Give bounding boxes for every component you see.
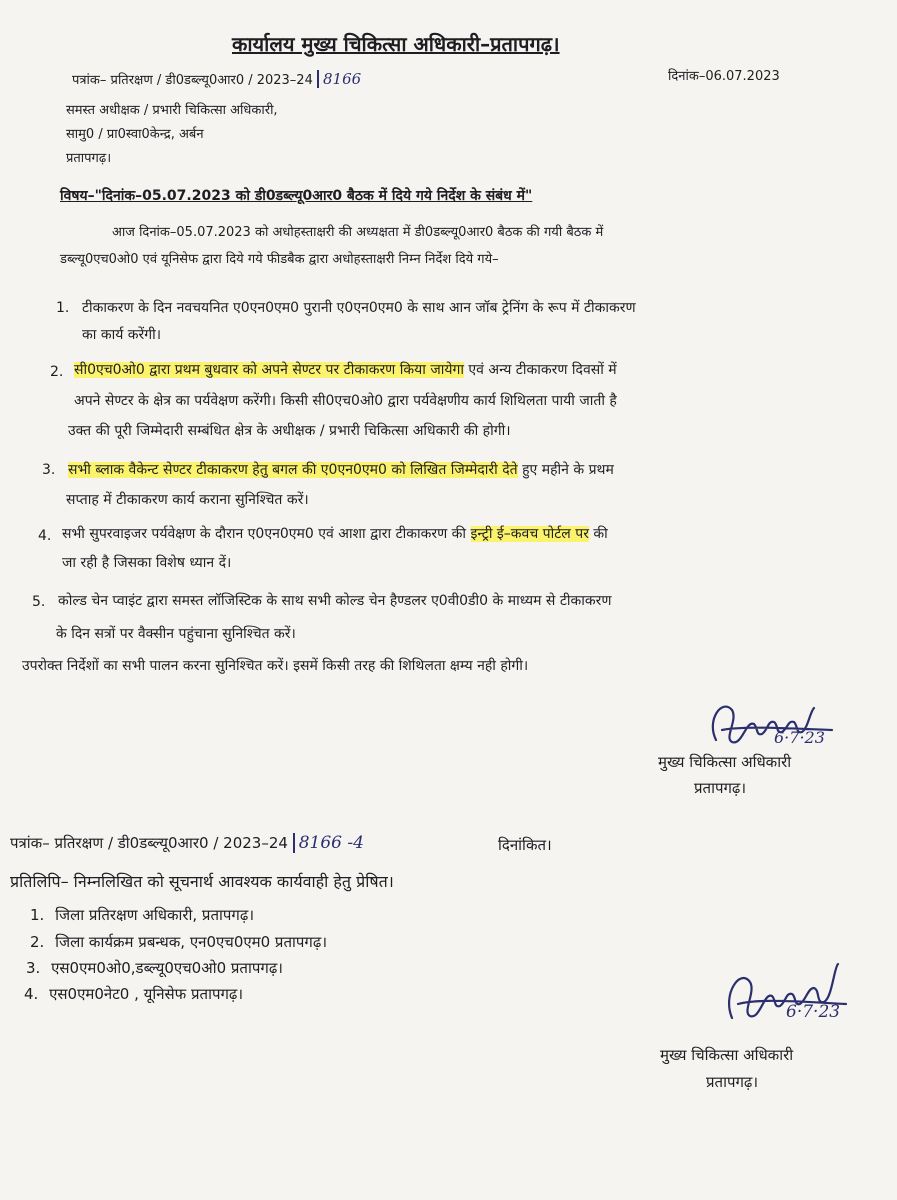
intro-line: डब्ल्यू0एच0ओ0 एवं यूनिसेफ द्वारा दिये गये फीडबैक द्वारा अधोहस्ताक्षरी निम्न निर्देश दिये गये–: [60, 252, 499, 267]
copy-dated: दिनांकित।: [498, 836, 552, 854]
handwritten-dispatch-number: 8166 -4: [293, 833, 364, 853]
item-text: कोल्ड चेन प्वाइंट द्वारा समस्त लॉजिस्टिक के साथ सभी कोल्ड चेन हैण्डलर ए0वी0डी0 के माध्यम से टीकाकरण: [58, 593, 612, 609]
item-number: 2.: [50, 364, 64, 380]
recipient-number: 1.: [30, 906, 45, 924]
recipient-number: 2.: [30, 933, 45, 951]
recipient-item: [30, 905, 254, 925]
letter-date: दिनांक–06.07.2023: [668, 69, 780, 84]
highlighted-text: इन्ट्री ई–कवच पोर्टल पर: [470, 526, 589, 542]
handwritten-sign-date: 6·7·23: [786, 1002, 841, 1022]
signatory-title: मुख्य चिकित्सा अधिकारी: [660, 1046, 794, 1064]
copy-reference-text: पत्रांक– प्रतिरक्षण / डी0डब्ल्यू0आर0 / 2023–24: [10, 834, 288, 852]
closing-instruction: उपरोक्त निर्देशों का सभी पालन करना सुनिश्चित करें। इसमें किसी तरह की शिथिलता क्षम्य नही होगी।: [22, 658, 529, 674]
handwritten-signature: [720, 958, 880, 1038]
item-text: [68, 460, 614, 479]
recipient-item: [24, 984, 243, 1004]
item-text: अपने सेण्टर के क्षेत्र का पर्यवेक्षण करेंगी। किसी सी0एच0ओ0 द्वारा पर्यवेक्षणीय कार्य शिथिलता पायी जाती है: [74, 393, 617, 409]
reference-text: पत्रांक– प्रतिरक्षण / डी0डब्ल्यू0आर0 / 2023–24: [72, 73, 313, 88]
item-number: 3.: [42, 462, 56, 478]
item-text: का कार्य करेंगी।: [82, 327, 162, 343]
recipient-item: [26, 958, 283, 978]
signatory-place: प्रतापगढ़।: [706, 1073, 759, 1091]
item-text: सप्ताह में टीकाकरण कार्य कराना सुनिश्चित करें।: [66, 492, 309, 508]
reference-number: [72, 70, 361, 88]
addressee-block: [66, 99, 278, 171]
addressee-line: प्रतापगढ़।: [66, 151, 112, 166]
item-text: [62, 524, 608, 543]
item-number: 4.: [38, 528, 52, 544]
item-text-pre: सभी सुपरवाइजर पर्यवेक्षण के दौरान ए0एन0एम0 एवं आशा द्वारा टीकाकरण की: [62, 526, 471, 542]
recipient-text: जिला कार्यक्रम प्रबन्धक, एन0एच0एम0 प्रतापगढ़।: [55, 933, 328, 951]
recipient-item: [30, 932, 327, 952]
item-text-rest: एवं अन्य टीकाकरण दिवसों में: [463, 362, 617, 378]
item-text: टीकाकरण के दिन नवचयनित ए0एन0एम0 पुरानी ए0एन0एम0 के साथ आन जॉब ट्रेनिंग के रूप में टीकाकरण: [82, 300, 636, 316]
item-text: जा रही है जिसका विशेष ध्यान दें।: [62, 555, 232, 571]
handwritten-sign-date: 6·7·23: [774, 728, 825, 747]
handwritten-signature: [702, 690, 862, 760]
highlighted-text: सभी ब्लाक वैकेन्ट सेण्टर टीकाकरण हेतु बगल की ए0एन0एम0 को लिखित जिम्मेदारी देते: [68, 462, 518, 478]
item-text-post: की: [588, 526, 608, 542]
recipient-number: 4.: [24, 985, 39, 1003]
handwritten-dispatch-number: 8166: [317, 70, 361, 88]
item-text: उक्त की पूरी जिम्मेदारी सम्बंधित क्षेत्र के अधीक्षक / प्रभारी चिकित्सा अधिकारी की होगी।: [68, 423, 511, 439]
addressee-line: सामु0 / प्रा0स्वा0केन्द्र, अर्बन: [66, 127, 204, 142]
subject-line: विषय–"दिनांक–05.07.2023 को डी0डब्ल्यू0आर0 बैठक में दिये गये निर्देश के संबंध में": [60, 188, 533, 204]
recipient-text: एस0एम0नेट0 , यूनिसेफ प्रतापगढ़।: [49, 985, 244, 1003]
item-text-rest: हुए महीने के प्रथम: [517, 462, 614, 478]
item-text: [74, 360, 617, 379]
copy-reference-number: [10, 833, 364, 853]
recipient-number: 3.: [26, 959, 41, 977]
office-title: कार्यालय मुख्य चिकित्सा अधिकारी–प्रतापगढ़।: [232, 32, 560, 56]
item-number: 1.: [56, 300, 70, 316]
item-text: के दिन सत्रों पर वैक्सीन पहुंचाना सुनिश्चित करें।: [56, 626, 296, 642]
signatory-place: प्रतापगढ़।: [694, 779, 747, 797]
recipient-text: जिला प्रतिरक्षण अधिकारी, प्रतापगढ़।: [55, 906, 255, 924]
recipient-text: एस0एम0ओ0,डब्ल्यू0एच0ओ0 प्रतापगढ़।: [51, 959, 283, 977]
intro-line: आज दिनांक–05.07.2023 को अधोहस्ताक्षरी की अध्यक्षता में डी0डब्ल्यू0आर0 बैठक की गयी बैठक में: [112, 225, 604, 240]
signatory-title: मुख्य चिकित्सा अधिकारी: [658, 753, 792, 771]
highlighted-text: सी0एच0ओ0 द्वारा प्रथम बुधवार को अपने सेण्टर पर टीकाकरण किया जायेगा: [74, 362, 464, 378]
addressee-line: समस्त अधीक्षक / प्रभारी चिकित्सा अधिकारी,: [66, 103, 278, 118]
item-number: 5.: [32, 594, 46, 610]
copy-instruction: प्रतिलिपि– निम्नलिखित को सूचनार्थ आवश्यक कार्यवाही हेतु प्रेषित।: [10, 872, 394, 891]
